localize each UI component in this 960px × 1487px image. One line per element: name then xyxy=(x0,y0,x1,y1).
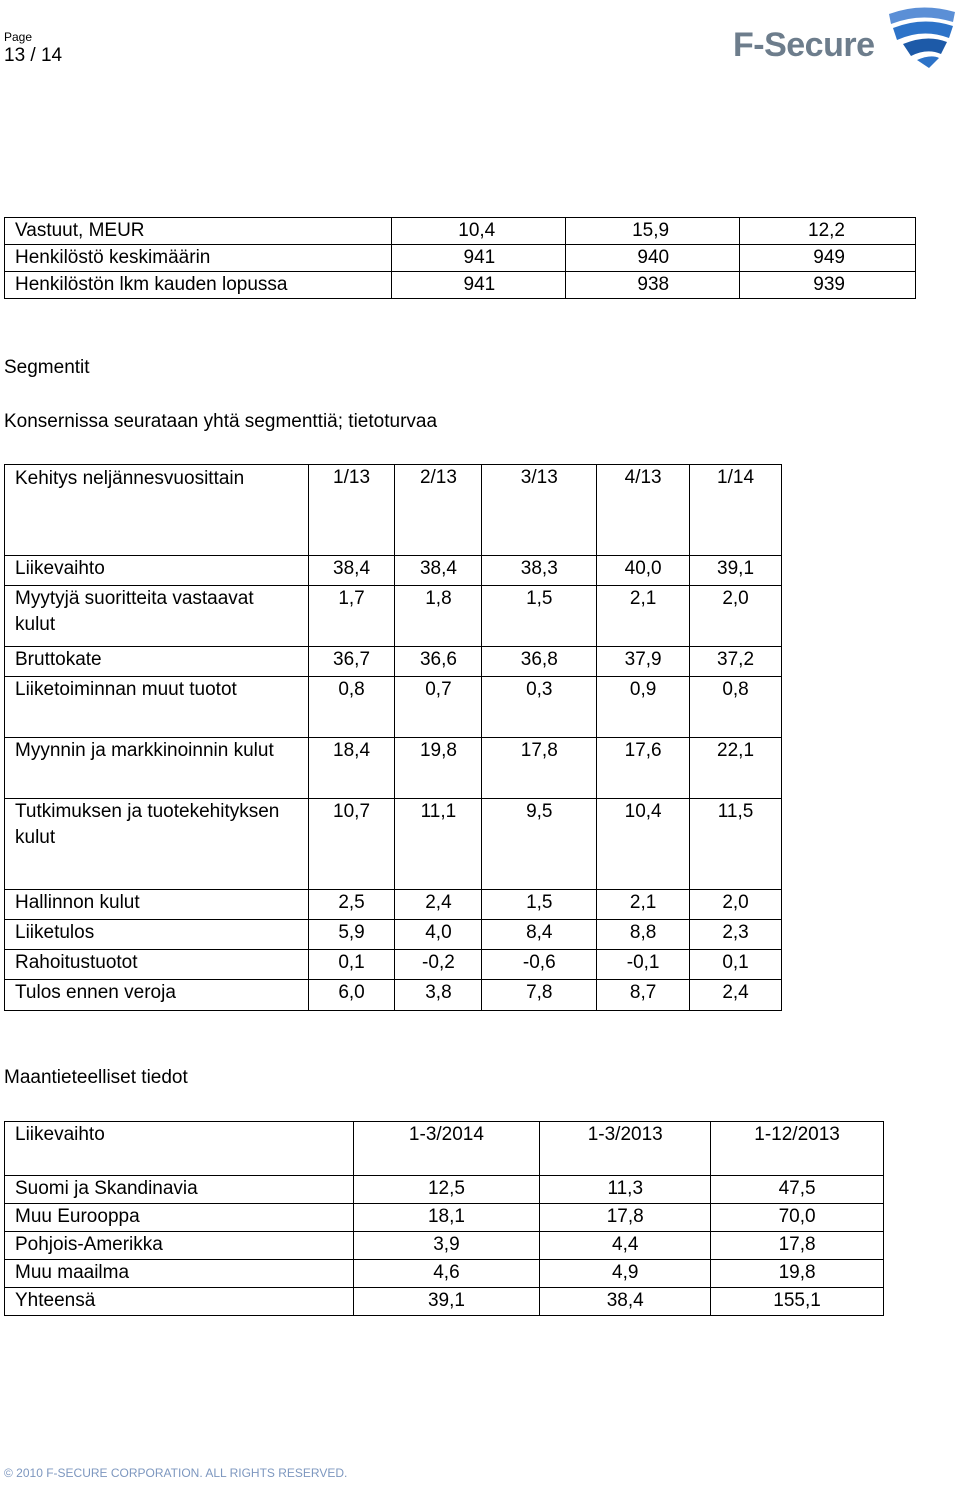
page-label: Page xyxy=(4,30,33,44)
table-row xyxy=(5,586,782,647)
cell: 0,1 xyxy=(308,950,395,980)
table-row xyxy=(5,1232,884,1260)
cell: 10,4 xyxy=(597,799,690,890)
row-label: Muu maailma xyxy=(5,1260,354,1288)
cell: 7,8 xyxy=(482,980,597,1011)
cell: 0,1 xyxy=(690,950,782,980)
row-label: Yhteensä xyxy=(5,1288,354,1316)
table-row xyxy=(5,1176,884,1204)
column-header: Liikevaihto xyxy=(5,1122,354,1176)
cell: 2,0 xyxy=(690,890,782,920)
cell: 155,1 xyxy=(711,1288,884,1316)
table-row xyxy=(5,1204,884,1232)
row-label: Henkilöstön lkm kauden lopussa xyxy=(5,272,392,299)
cell: 47,5 xyxy=(711,1176,884,1204)
row-label: Pohjois-Amerikka xyxy=(5,1232,354,1260)
cell: 940 xyxy=(566,245,740,272)
cell: 5,9 xyxy=(308,920,395,950)
segments-title: Segmentit xyxy=(4,357,90,378)
cell: 9,5 xyxy=(482,799,597,890)
cell: 2,3 xyxy=(690,920,782,950)
geography-title: Maantieteelliset tiedot xyxy=(4,1067,188,1088)
cell: 18,1 xyxy=(353,1204,540,1232)
row-label: Tulos ennen veroja xyxy=(5,980,309,1011)
row-label: Myynnin ja markkinoinnin kulut xyxy=(5,738,309,799)
cell: 17,8 xyxy=(482,738,597,799)
cell: 8,7 xyxy=(597,980,690,1011)
cell: 70,0 xyxy=(711,1204,884,1232)
cell: -0,1 xyxy=(597,950,690,980)
row-label: Muu Eurooppa xyxy=(5,1204,354,1232)
row-label: Suomi ja Skandinavia xyxy=(5,1176,354,1204)
segments-description: Konsernissa seurataan yhtä segmenttiä; tietoturvaa xyxy=(4,411,438,432)
table-row xyxy=(5,738,782,799)
cell: 38,4 xyxy=(540,1288,711,1316)
cell: 2,1 xyxy=(597,586,690,647)
cell: 3,9 xyxy=(353,1232,540,1260)
footer-copyright: © 2010 F-SECURE CORPORATION. ALL RIGHTS RESERVED. xyxy=(4,1466,348,1480)
cell: 15,9 xyxy=(566,218,740,245)
row-label: Tutkimuksen ja tuotekehityksen kulut xyxy=(5,799,309,890)
cell: 2,4 xyxy=(690,980,782,1011)
cell: 11,3 xyxy=(540,1176,711,1204)
cell: 39,1 xyxy=(690,556,782,586)
table-row xyxy=(5,920,782,950)
cell: 38,4 xyxy=(395,556,482,586)
column-header: 1-12/2013 xyxy=(711,1122,884,1176)
cell: 12,5 xyxy=(353,1176,540,1204)
row-label: Rahoitustuotot xyxy=(5,950,309,980)
row-label: Liiketulos xyxy=(5,920,309,950)
cell: 10,4 xyxy=(392,218,566,245)
cell: 22,1 xyxy=(690,738,782,799)
row-label: Bruttokate xyxy=(5,647,309,677)
cell: 40,0 xyxy=(597,556,690,586)
table-row xyxy=(5,890,782,920)
cell: 941 xyxy=(392,245,566,272)
column-header: 1/14 xyxy=(690,465,782,556)
row-label: Hallinnon kulut xyxy=(5,890,309,920)
cell: 4,6 xyxy=(353,1260,540,1288)
table-row xyxy=(5,980,782,1011)
page-number: 13 / 14 xyxy=(4,45,63,66)
cell: 10,7 xyxy=(308,799,395,890)
cell: 17,6 xyxy=(597,738,690,799)
cell: 17,8 xyxy=(711,1232,884,1260)
table-row xyxy=(5,272,916,299)
row-label: Vastuut, MEUR xyxy=(5,218,392,245)
logo-text: F-Secure xyxy=(733,26,875,64)
cell: 939 xyxy=(740,272,916,299)
summary-table xyxy=(4,217,916,299)
cell: 18,4 xyxy=(308,738,395,799)
shield-swoosh-icon xyxy=(883,4,957,70)
geography-table xyxy=(4,1121,884,1316)
column-header: 1/13 xyxy=(308,465,395,556)
cell: 39,1 xyxy=(353,1288,540,1316)
cell: 36,8 xyxy=(482,647,597,677)
cell: 17,8 xyxy=(540,1204,711,1232)
table-header-row xyxy=(5,1122,884,1176)
cell: 1,5 xyxy=(482,890,597,920)
table-row xyxy=(5,647,782,677)
column-header: 3/13 xyxy=(482,465,597,556)
cell: 0,7 xyxy=(395,677,482,738)
cell: 38,3 xyxy=(482,556,597,586)
table-row xyxy=(5,218,916,245)
column-header: 2/13 xyxy=(395,465,482,556)
cell: 36,6 xyxy=(395,647,482,677)
cell: 4,4 xyxy=(540,1232,711,1260)
cell: 0,8 xyxy=(690,677,782,738)
f-secure-logo xyxy=(733,4,957,70)
cell: 1,7 xyxy=(308,586,395,647)
cell: 1,8 xyxy=(395,586,482,647)
table-header-row xyxy=(5,465,782,556)
column-header: Kehitys neljännesvuosittain xyxy=(5,465,309,556)
cell: 37,2 xyxy=(690,647,782,677)
cell: 2,5 xyxy=(308,890,395,920)
cell: 11,1 xyxy=(395,799,482,890)
column-header: 1-3/2013 xyxy=(540,1122,711,1176)
cell: 38,4 xyxy=(308,556,395,586)
table-row xyxy=(5,1260,884,1288)
cell: 2,1 xyxy=(597,890,690,920)
cell: 3,8 xyxy=(395,980,482,1011)
cell: 11,5 xyxy=(690,799,782,890)
cell: 12,2 xyxy=(740,218,916,245)
cell: -0,6 xyxy=(482,950,597,980)
row-label: Liikevaihto xyxy=(5,556,309,586)
cell: 19,8 xyxy=(395,738,482,799)
cell: 941 xyxy=(392,272,566,299)
column-header: 1-3/2014 xyxy=(353,1122,540,1176)
cell: 938 xyxy=(566,272,740,299)
cell: 19,8 xyxy=(711,1260,884,1288)
cell: 8,8 xyxy=(597,920,690,950)
cell: 4,0 xyxy=(395,920,482,950)
column-header: 4/13 xyxy=(597,465,690,556)
cell: 0,8 xyxy=(308,677,395,738)
cell: -0,2 xyxy=(395,950,482,980)
quarterly-table xyxy=(4,464,782,1011)
row-label: Liiketoiminnan muut tuotot xyxy=(5,677,309,738)
cell: 4,9 xyxy=(540,1260,711,1288)
row-label: Henkilöstö keskimäärin xyxy=(5,245,392,272)
cell: 2,0 xyxy=(690,586,782,647)
cell: 36,7 xyxy=(308,647,395,677)
cell: 0,9 xyxy=(597,677,690,738)
cell: 1,5 xyxy=(482,586,597,647)
cell: 949 xyxy=(740,245,916,272)
row-label: Myytyjä suoritteita vastaavat kulut xyxy=(5,586,309,647)
cell: 37,9 xyxy=(597,647,690,677)
table-row xyxy=(5,950,782,980)
table-row xyxy=(5,799,782,890)
table-row xyxy=(5,556,782,586)
cell: 6,0 xyxy=(308,980,395,1011)
cell: 0,3 xyxy=(482,677,597,738)
table-row xyxy=(5,245,916,272)
cell: 8,4 xyxy=(482,920,597,950)
cell: 2,4 xyxy=(395,890,482,920)
table-row xyxy=(5,1288,884,1316)
table-row xyxy=(5,677,782,738)
